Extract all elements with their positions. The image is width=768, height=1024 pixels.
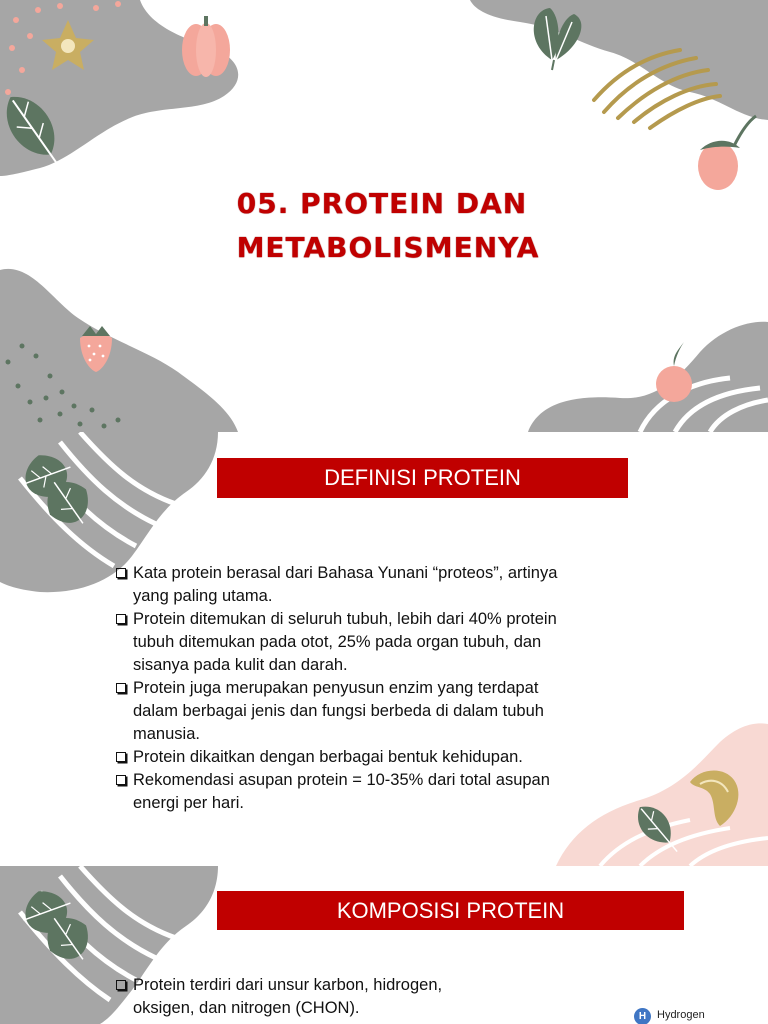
list-item: Protein ditemukan di seluruh tubuh, lebih dari 40% protein tubuh ditemukan pada otot, 25% pada organ tubuh, dan sisanya pada kulit dan darah. [113,608,643,677]
checkbox-bullet-icon [116,683,126,693]
list-item: Protein juga merupakan penyusun enzim yang terdapat dalam berbagai jenis dan fungsi berbeda di dalam tubuh manusia. [113,677,643,746]
checkbox-bullet-icon [116,775,126,785]
list-item: Protein terdiri dari unsur karbon, hidrogen, oksigen, dan nitrogen (CHON). [113,974,543,1020]
section-heading-definisi: DEFINISI PROTEIN [217,458,628,498]
checkbox-bullet-icon [116,752,126,762]
page-title [0,182,768,270]
hydrogen-label: Hydrogen [657,1009,705,1021]
title-line-2: METABOLISMENYA [236,231,540,264]
hydrogen-atom-legend [634,1006,754,1024]
composition-bullet-list [113,974,543,1020]
title-slide [0,0,768,432]
definition-slide [0,432,768,866]
list-item: Kata protein berasal dari Bahasa Yunani “proteos”, artinya yang paling utama. [113,562,643,608]
checkbox-bullet-icon [116,568,126,578]
title-line-1: 05. PROTEIN DAN [236,187,528,220]
checkbox-bullet-icon [116,980,126,990]
list-item: Protein dikaitkan dengan berbagai bentuk kehidupan. [113,746,643,769]
section-heading-komposisi: KOMPOSISI PROTEIN [217,891,684,930]
composition-slide [0,866,768,1024]
hydrogen-atom-icon: H [634,1008,651,1024]
checkbox-bullet-icon [116,614,126,624]
definition-bullet-list [113,562,643,815]
list-item: Rekomendasi asupan protein = 10-35% dari total asupan energi per hari. [113,769,643,815]
